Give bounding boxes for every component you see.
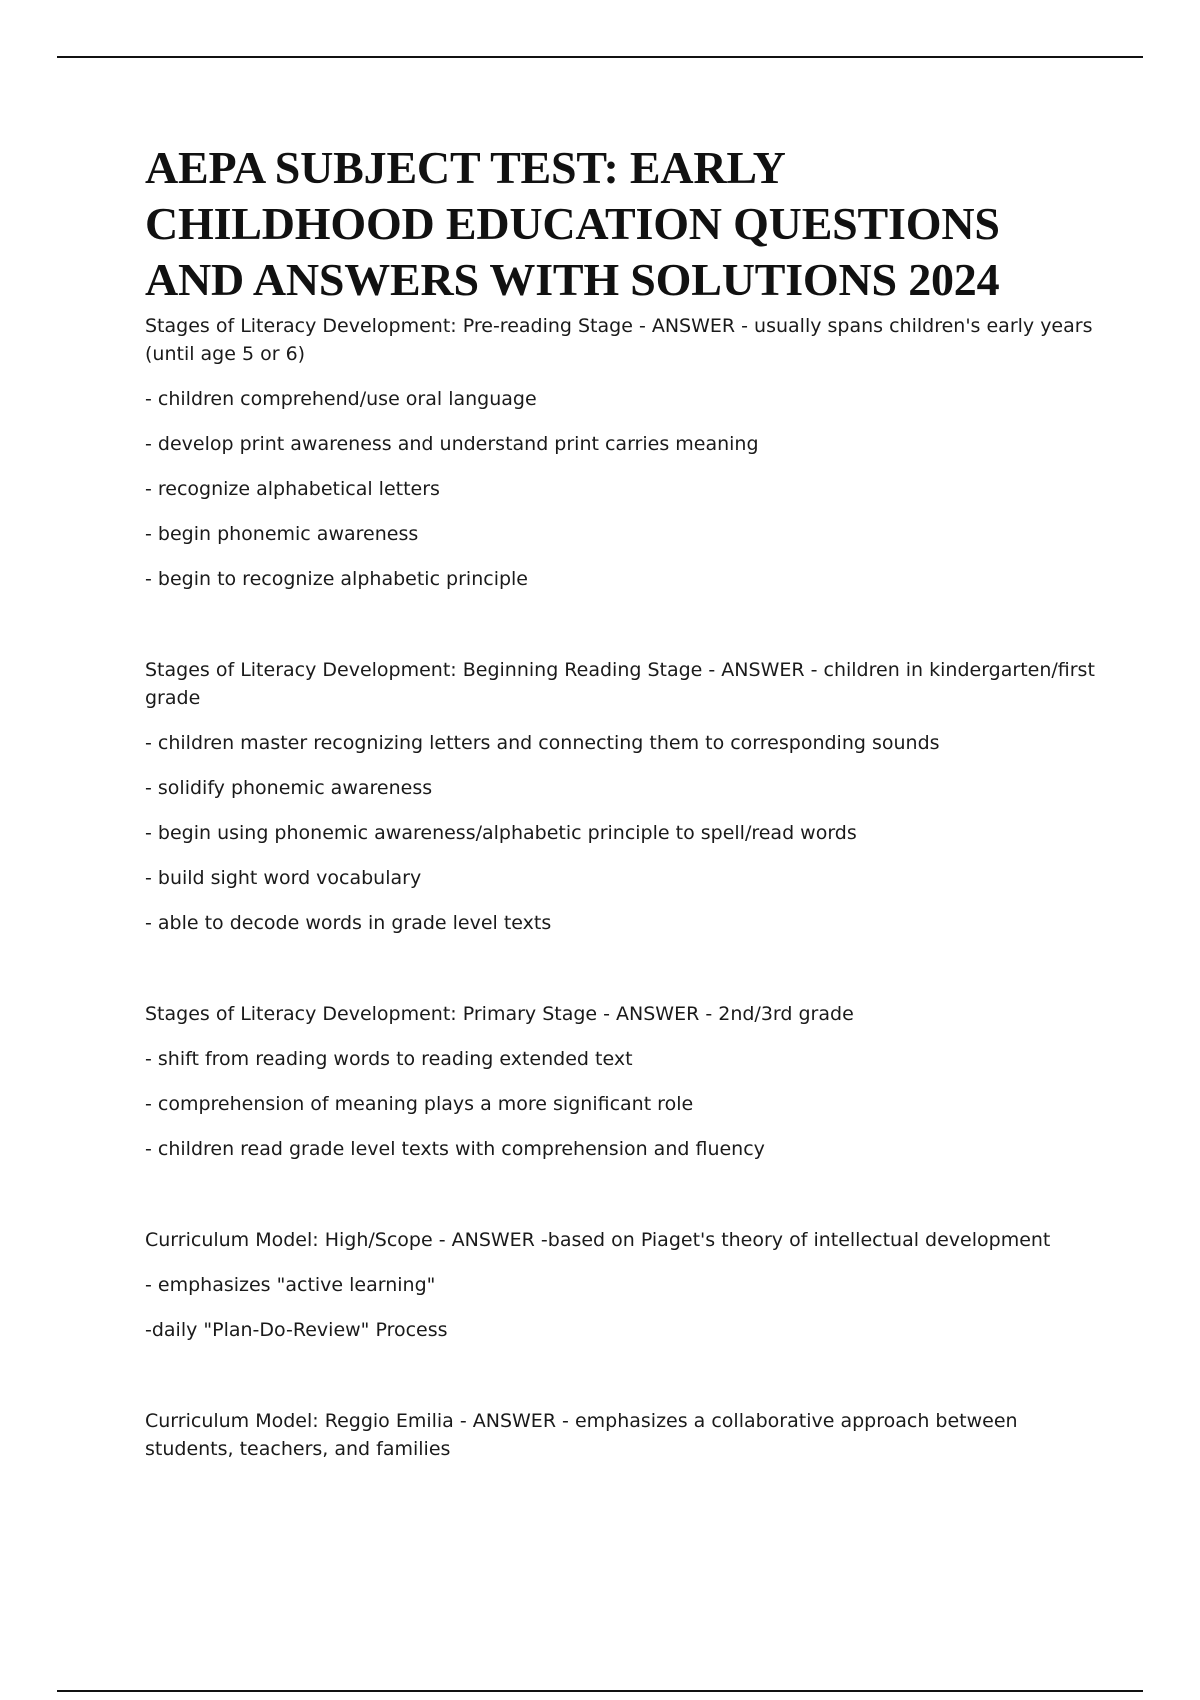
answer-bullet: - children comprehend/use oral language	[145, 388, 537, 410]
answer-bullet: - children master recognizing letters and connecting them to corresponding sounds	[145, 732, 940, 754]
answer-bullet: - begin phonemic awareness	[145, 523, 419, 545]
answer-bullet: - develop print awareness and understand print carries meaning	[145, 433, 759, 455]
question-text: Stages of Literacy Development: Beginning Reading Stage - ANSWER - children in kindergarten/first grade	[145, 659, 1095, 709]
document-title	[145, 140, 1095, 308]
qa-section-beginning-reading	[145, 656, 1095, 937]
question-text: Stages of Literacy Development: Primary Stage - ANSWER - 2nd/3rd grade	[145, 1003, 854, 1025]
section-spacer	[145, 954, 1095, 1000]
question-text: Curriculum Model: Reggio Emilia - ANSWER - emphasizes a collaborative approach between students, teachers, and families	[145, 1410, 1018, 1460]
section-spacer	[145, 610, 1095, 656]
answer-bullet: - able to decode words in grade level texts	[145, 912, 552, 934]
answer-bullet: - comprehension of meaning plays a more significant role	[145, 1093, 694, 1115]
answer-bullet: - shift from reading words to reading extended text	[145, 1048, 633, 1070]
answer-bullet: -daily "Plan-Do-Review" Process	[145, 1319, 448, 1341]
section-spacer	[145, 1361, 1095, 1407]
answer-bullet: - recognize alphabetical letters	[145, 478, 440, 500]
bottom-rule	[57, 1690, 1143, 1692]
qa-section-high-scope	[145, 1226, 1095, 1344]
qa-section-pre-reading	[145, 312, 1095, 593]
document-body	[145, 140, 1095, 1480]
answer-bullet: - build sight word vocabulary	[145, 867, 422, 889]
answer-bullet: - begin to recognize alphabetic principle	[145, 568, 528, 590]
answer-bullet: - emphasizes "active learning"	[145, 1274, 436, 1296]
section-spacer	[145, 1180, 1095, 1226]
qa-section-reggio-emilia	[145, 1407, 1095, 1463]
answer-bullet: - begin using phonemic awareness/alphabetic principle to spell/read words	[145, 822, 857, 844]
answer-bullet: - children read grade level texts with comprehension and fluency	[145, 1138, 765, 1160]
top-rule	[57, 56, 1143, 58]
qa-section-primary	[145, 1000, 1095, 1163]
question-text: Curriculum Model: High/Scope - ANSWER -based on Piaget's theory of intellectual development	[145, 1229, 1051, 1251]
title-line: AND ANSWERS WITH SOLUTIONS 2024	[145, 254, 1000, 305]
title-line: CHILDHOOD EDUCATION QUESTIONS	[145, 198, 1000, 249]
title-line: AEPA SUBJECT TEST: EARLY	[145, 142, 786, 193]
answer-bullet: - solidify phonemic awareness	[145, 777, 433, 799]
question-text: Stages of Literacy Development: Pre-reading Stage - ANSWER - usually spans children's early years (until age 5 or 6)	[145, 315, 1093, 365]
